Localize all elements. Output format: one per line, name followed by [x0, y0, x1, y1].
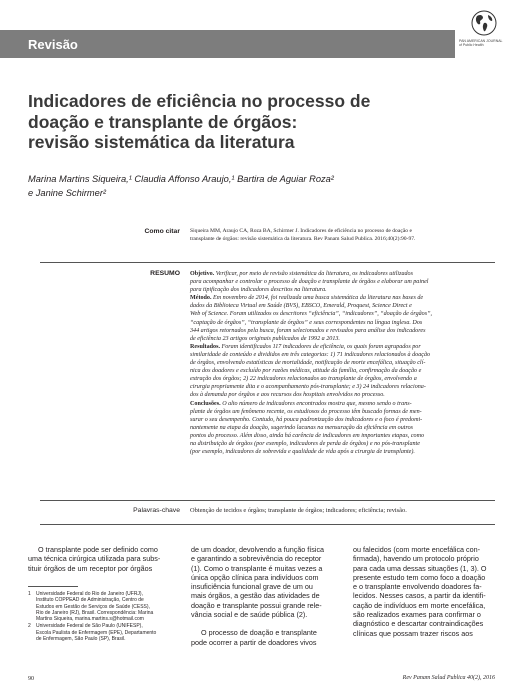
- footnote-rule: [28, 586, 78, 587]
- footnote: 1 Universidade Federal do Rio de Janeiro (UFRJ), Instituto COPPEAD de Administração, Centro de Estudos em Gestão de Serviços de Saúde (CESS), Rio de Janeiro (RJ), Brasil. Correspondência: Marina Martins Siqueira, marina.martins.s@hotmail.com: [28, 591, 154, 623]
- keywords-top-rule: [40, 500, 495, 501]
- affiliation-footnotes: [28, 591, 168, 643]
- section-label: Revisão: [28, 37, 78, 52]
- footnote: 2 Universidade Federal de São Paulo (UNIFESP), Escola Paulista de Enfermagem (EPE), Departamento de Enfermagem, São Paulo (SP), Brasil.: [28, 623, 157, 643]
- globe-icon: [471, 10, 497, 36]
- abstract-label: RESUMO: [150, 270, 180, 277]
- article-title: Indicadores de eficiência no processo de doação e transplante de órgãos: revisão sistemática da literatura: [28, 91, 371, 152]
- logo-text: PAN AMERICAN JOURNAL of Public Health: [459, 39, 503, 47]
- body-column-3: ou falecidos (com morte encefálica con- firmada), havendo um protocolo próprio para cada uma dessas situações (1, 3). O presente estudo tem como foco a doação e o transplante envolvendo doadores fa- lecidos. Nesses casos, a partir da identifi- cação de indivíduos em morte encefálica, são realizados exames para confirmar o diagnóstico e descartar contraindicações clínicas que possam trazer riscos aos: [353, 545, 487, 638]
- journal-reference: Rev Panam Salud Publica 40(2), 2016: [402, 675, 495, 681]
- abstract-body: Objetivo. Verificar, por meio de revisão sistemática da literatura, os indicadores utilizados para acompanhar e controlar o processo de doação e transplante de órgãos e elaborar um painel para tipificação dos indicadores descritos na literatura. Método. Em novembro de 2014, foi realizada uma busca sistemática da literatura nas bases de dados da Biblioteca Virtual em Saúde (BVS), EBSCO, Emerald, Proquest, Science Direct e Web of Science. Foram utilizados os descritores “eficiência”, “indicadores”, “doação de órgãos”, “captação de órgãos”, “transplante de órgãos” e seus correspondentes na língua inglesa. Dos 344 artigos retornados pela busca, foram selecionados e revisados para análise dos indicadores de eficiência 23 artigos originais publicados de 1992 a 2013. Resultados. Foram identificados 117 indicadores de eficiência, os quais foram agrupados por similaridade de conteúdo e divididos em três categorias: 1) 71 indicadores relacionados à doação de órgãos, envolvendo estatísticas de mortalidade, notificação de morte encefálica, situação clí- nica dos doadores e excluído por razões médicas, atitude da família, confirmação da doação e extração dos órgãos; 2) 22 indicadores relacionados ao transplante de órgãos, envolvendo a cirurgia propriamente dita e o acompanhamento pós-transplante; e 3) 24 indicadores relaciona- dos à demanda por órgãos e aos recursos dos hospitais envolvidos no processo. Conclusões. O alto número de indicadores encontrados mostra que, mesmo sendo o trans- plante de órgãos um fenômeno recente, os estudiosos do processo têm buscado formas de men- surar o seu desempenho. Contudo, há pouca padronização dos indicadores e o foco é predomi- nantemente na etapa da doação, sugerindo lacunas na mensuração da eficiência em outros pontos do processo. Além disso, ainda há carência de indicadores em importantes etapas, como na distribuição de órgãos (por exemplo, indicadores de perda de órgãos) e no pós-transplante (por exemplo, indicadores de sobrevida e qualidade de vida após a cirurgia de transplante).: [190, 271, 432, 456]
- section-header-band: [0, 30, 455, 58]
- keywords-text: Obtenção de tecidos e órgãos; transplante de órgãos; indicadores; eficiência; revisão.: [190, 507, 407, 514]
- body-column-1: O transplante pode ser definido como uma técnica cirúrgica utilizada para subs- tituir órgãos de um receptor por órgãos: [28, 545, 161, 573]
- abstract-top-rule: [40, 262, 495, 263]
- journal-logo: [459, 10, 515, 56]
- author-list: Marina Martins Siqueira,¹ Claudia Affonso Araujo,¹ Bartira de Aguiar Roza² e Janine Schirmer²: [28, 174, 334, 198]
- page-number: 90: [28, 676, 34, 682]
- citation-text: Siqueira MM, Araujo CA, Roza BA, Schirmer J. Indicadores de eficiência no processo de doação e transplante de órgãos: revisão sistemática da literatura. Rev Panam Salud Publica. 2016;40(2):90-97.: [190, 228, 416, 242]
- keywords-bottom-rule: [40, 524, 495, 525]
- citation-label: Como citar: [144, 228, 180, 235]
- keywords-label: Palavras-chave: [133, 507, 180, 514]
- body-column-2: de um doador, devolvendo a função física e garantindo a sobrevivência do receptor (1). Como o transplante é muitas vezes a única opção clínica para indivíduos com insuficiência funcional grave de um ou mais órgãos, a gestão das atividades de doação e transplante possui grande rele- vância social e de saúde pública (2). O processo de doação e transplante pode ocorrer a partir de doadores vivos: [191, 545, 325, 647]
